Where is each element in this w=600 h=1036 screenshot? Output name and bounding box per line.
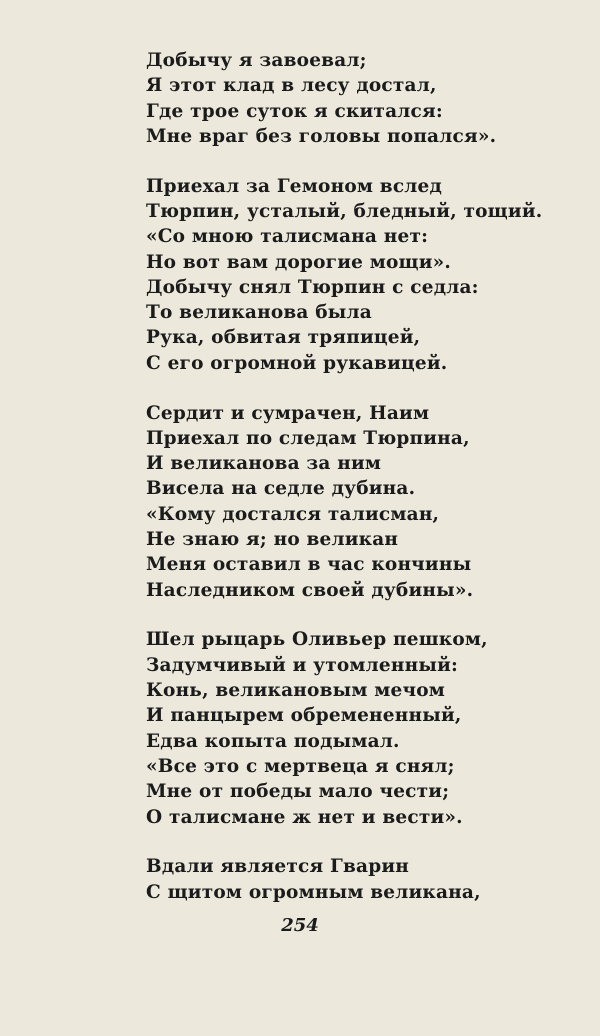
stanza (146, 401, 566, 603)
verse-line: И панцырем обремененный, (146, 705, 462, 727)
verse-line: Тюрпин, усталый, бледный, тощий. (146, 200, 543, 222)
verse-line: «Со мною талисмана нет: (146, 226, 429, 248)
verse-line: Едва копыта подымал. (146, 730, 400, 752)
verse-line: Приехал по следам Тюрпина, (146, 427, 470, 449)
stanza (146, 48, 566, 149)
poem-text (146, 48, 566, 929)
verse-line: Меня оставил в час кончины (146, 554, 472, 576)
verse-line: «Все это с мертвеца я снял; (146, 755, 455, 777)
verse-line: Добычу снял Тюрпин с седла: (146, 276, 479, 298)
stanza (146, 174, 566, 376)
verse-line: Рука, обвитая тряпицей, (146, 327, 421, 349)
verse-line: Сердит и сумрачен, Наим (146, 402, 430, 424)
verse-line: Конь, великановым мечом (146, 680, 446, 702)
stanza (146, 627, 566, 829)
page-number: 254 (281, 915, 319, 936)
verse-line: Шел рыцарь Оливьер пешком, (146, 629, 488, 651)
verse-line: Не знаю я; но великан (146, 529, 399, 551)
verse-line: Мне враг без головы попался». (146, 125, 497, 147)
verse-line: Где трое суток я скитался: (146, 100, 443, 122)
verse-line: Мне от победы мало чести; (146, 781, 450, 803)
verse-line: Приехал за Гемоном вслед (146, 175, 443, 197)
verse-line: Но вот вам дорогие мощи». (146, 251, 452, 273)
verse-line: Я этот клад в лесу достал, (146, 75, 437, 97)
verse-line: С его огромной рукавицей. (146, 352, 448, 374)
stanza (146, 854, 566, 905)
verse-line: Висела на седле дубина. (146, 478, 416, 500)
verse-line: «Кому достался талисман, (146, 503, 440, 525)
verse-line: С щитом огромным великана, (146, 881, 481, 903)
verse-line: То великанова была (146, 302, 372, 324)
verse-line: Вдали является Гварин (146, 856, 410, 878)
verse-line: Наследником своей дубины». (146, 579, 474, 601)
verse-line: И великанова за ним (146, 453, 382, 475)
verse-line: Задумчивый и утомленный: (146, 654, 459, 676)
verse-line: Добычу я завоевал; (146, 50, 367, 71)
verse-line: О талисмане ж нет и вести». (146, 806, 463, 828)
